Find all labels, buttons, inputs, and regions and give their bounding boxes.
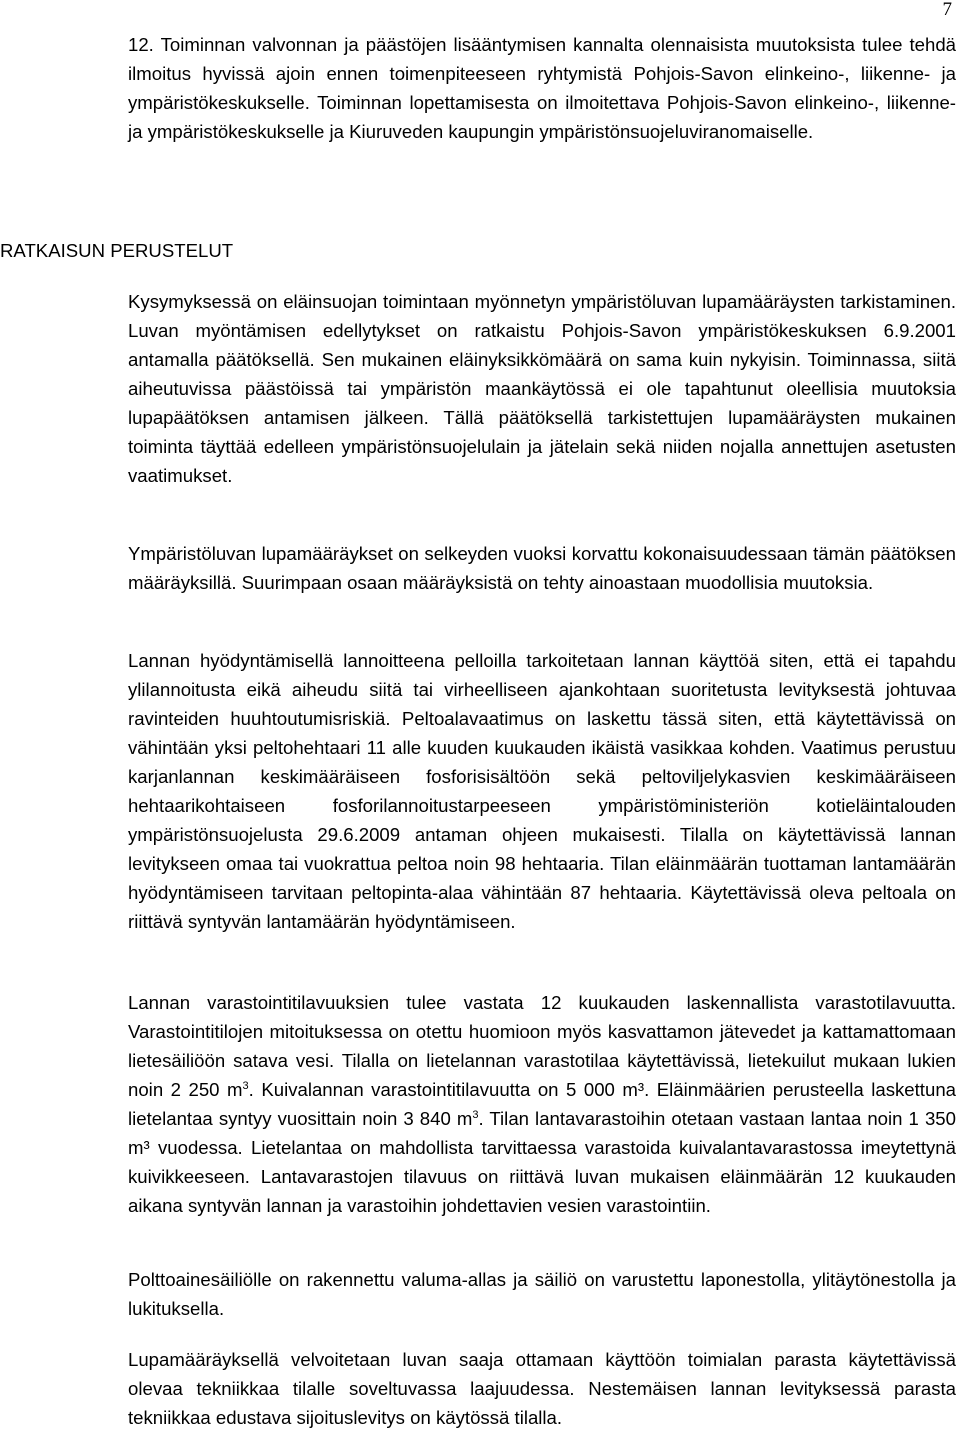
paragraph-manure-use: Lannan hyödyntämisellä lannoitteena pelloilla tarkoitetaan lannan käyttöä siten, että ei tapahdu ylilannoitusta eikä aiheudu siitä tai virheelliseen ajankohtaan suoritetusta levityksestä johtuvaa ravinteiden huuhtoutumisriskiä. Peltoalavaatimus on laskettu tässä siten, että käytettävissä on vähintään yksi peltohehtaari 11 alle kuuden kuukauden ikäistä vasikkaa kohden. Vaatimus perustuu karjanlannan keskimääräiseen fosforisisältöön sekä peltoviljelykasvien keskimääräiseen hehtaarikohtaiseen fosforilannoitustarpeeseen ympäristöministeriön kotieläintalouden ympäristönsuojelusta 29.6.2009 antaman ohjeen mukaisesti. Tilalla on käytettävissä lannan levitykseen omaa tai vuokrattua peltoa noin 98 hehtaaria. Tilan eläinmäärän tuottaman lantamäärän hyödyntämiseen tarvitaan peltopinta-alaa vähintään 87 hehtaaria. Käytettävissä oleva peltoala on riittävä syntyvän lantamäärän hyödyntämiseen.	[128, 650, 956, 932]
storage-text-2: . Kuivalannan varastointitilavuutta on 5 000 m³. Eläinmäärien perusteella laskettuna lietelantaa syntyy vuosittain noin 3 840 m	[128, 1079, 956, 1129]
section-heading: RATKAISUN PERUSTELUT	[0, 240, 234, 261]
cubic-superscript-2: 3	[472, 1108, 479, 1121]
paragraph-best-technique: Lupamääräyksellä velvoitetaan luvan saaja ottamaan käyttöön toimialan parasta käytettävissä olevaa tekniikkaa tilalle soveltuvassa laajuudessa. Nestemäisen lannan levityksessä parasta tekniikkaa edustava sijoituslevitys on käytössä tilalla.	[128, 1349, 956, 1428]
storage-text-3: . Tilan lantavarastoihin otetaan vastaan lantaa noin 1 350 m³ vuodessa. Lietelantaa on mahdollista tarvittaessa varastoida kuivalantavarastossa imeytettynä kuivikkeeseen. Lantavarastojen tilavuus on riittävä luvan mukaisen eläinmäärän 12 kuukauden aikana syntyvän lannan ja varastoihin johdettavien vesien varastointiin.	[128, 1108, 956, 1216]
cubic-superscript-1: 3	[242, 1079, 249, 1092]
paragraph-manure-storage	[128, 988, 956, 1220]
paragraph-regulations-replaced: Ympäristöluvan lupamääräykset on selkeyden vuoksi korvattu kokonaisuudessaan tämän päätöksen määräyksillä. Suurimpaan osaan määräyksistä on tehty ainoastaan muodollisia muutoksia.	[128, 543, 956, 593]
storage-text-1: Lannan varastointitilavuuksien tulee vastata 12 kuukauden laskennallista varastotilavuutta. Varastointitilojen mitoituksessa on otettu huomioon myös kasvattamon jätevedet ja kattamattomaan lietesäiliöön satava vesi. Tilalla on lietelannan varastotilaa käytettävissä, lietekuilut mukaan lukien noin 2 250 m	[128, 992, 956, 1100]
paragraph-license-review: Kysymyksessä on eläinsuojan toimintaan myönnetyn ympäristöluvan lupamääräysten tarkistaminen. Luvan myöntämisen edellytykset on ratkaistu Pohjois-Savon ympäristökeskuksen 6.9.2001 antamalla päätöksellä. Sen mukainen eläinyksikkömäärä on sama kuin nykyisin. Toiminnassa, siitä aiheutuvissa päästöissä tai ympäristön maankäytössä ei ole tapahtunut oleellisia muutoksia lupapäätöksen antamisen jälkeen. Tällä päätöksellä tarkistettujen lupamääräysten mukainen toiminta täyttää edelleen ympäristönsuojelulain ja jätelain sekä niiden nojalla annettujen asetusten vaatimukset.	[128, 291, 956, 486]
page-number: 7	[942, 0, 952, 20]
paragraph-fuel-tank: Polttoainesäiliölle on rakennettu valuma-allas ja säiliö on varustettu laponestolla, ylitäytönestolla ja lukituksella.	[128, 1269, 956, 1319]
item-12-text: 12. Toiminnan valvonnan ja päästöjen lisääntymisen kannalta olennaisista muutoksista tulee tehdä ilmoitus hyvissä ajoin ennen toimenpiteeseen ryhtymistä Pohjois-Savon elinkeino-, liikenne- ja ympäristökeskukselle. Toiminnan lopettamisesta on ilmoitettava Pohjois-Savon elinkeino-, liikenne- ja ympäristökeskukselle ja Kiuruveden kaupungin ympäristönsuojeluviranomaiselle.	[128, 34, 956, 142]
